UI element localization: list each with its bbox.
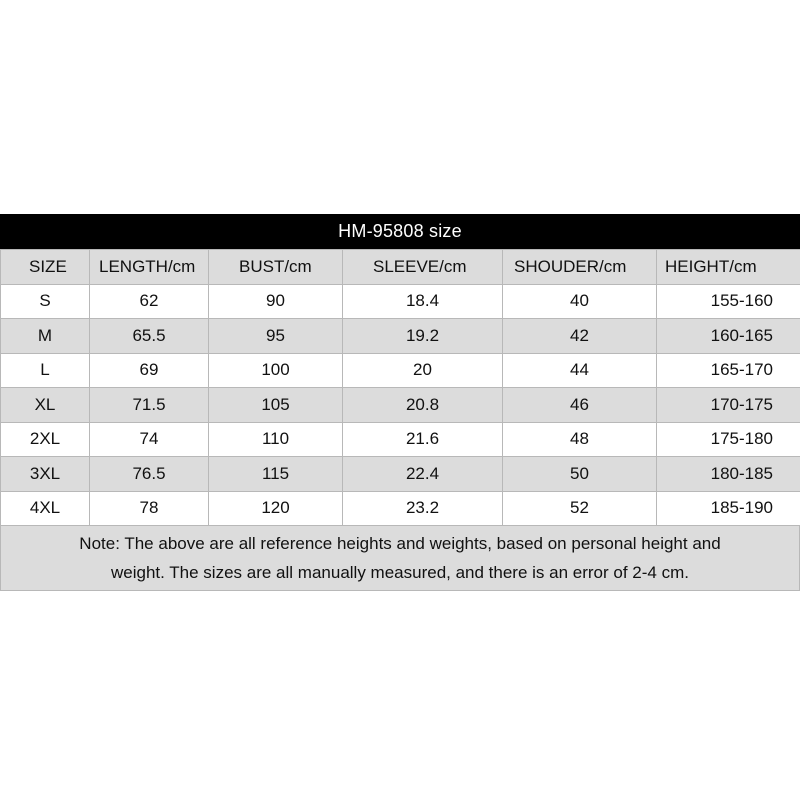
cell-length: 74 (90, 422, 209, 457)
cell-length: 71.5 (90, 388, 209, 423)
cell-sleeve: 23.2 (343, 491, 503, 526)
header-shoulder: SHOUDER/cm (503, 250, 657, 285)
cell-size: L (1, 353, 90, 388)
cell-bust: 120 (209, 491, 343, 526)
size-note (0, 526, 800, 591)
cell-bust: 90 (209, 284, 343, 319)
cell-length: 65.5 (90, 319, 209, 354)
cell-size: 2XL (1, 422, 90, 457)
size-chart (0, 214, 800, 591)
cell-shoulder: 48 (503, 422, 657, 457)
size-table (0, 249, 800, 526)
cell-bust: 110 (209, 422, 343, 457)
cell-bust: 95 (209, 319, 343, 354)
cell-length: 76.5 (90, 457, 209, 492)
cell-size: S (1, 284, 90, 319)
cell-bust: 115 (209, 457, 343, 492)
table-row (1, 319, 800, 354)
cell-height: 175-180 (657, 422, 800, 457)
cell-height: 185-190 (657, 491, 800, 526)
cell-height: 180-185 (657, 457, 800, 492)
cell-sleeve: 20 (343, 353, 503, 388)
cell-height: 170-175 (657, 388, 800, 423)
cell-shoulder: 40 (503, 284, 657, 319)
table-row (1, 422, 800, 457)
table-row (1, 491, 800, 526)
cell-sleeve: 20.8 (343, 388, 503, 423)
cell-shoulder: 50 (503, 457, 657, 492)
table-row (1, 457, 800, 492)
cell-sleeve: 19.2 (343, 319, 503, 354)
cell-shoulder: 46 (503, 388, 657, 423)
cell-height: 155-160 (657, 284, 800, 319)
cell-shoulder: 42 (503, 319, 657, 354)
size-note-line1: Note: The above are all reference heights and weights, based on personal height and (79, 534, 721, 553)
cell-shoulder: 44 (503, 353, 657, 388)
cell-length: 62 (90, 284, 209, 319)
cell-shoulder: 52 (503, 491, 657, 526)
table-row (1, 284, 800, 319)
table-row (1, 388, 800, 423)
header-bust: BUST/cm (209, 250, 343, 285)
cell-sleeve: 18.4 (343, 284, 503, 319)
cell-bust: 100 (209, 353, 343, 388)
cell-height: 160-165 (657, 319, 800, 354)
header-sleeve: SLEEVE/cm (343, 250, 503, 285)
cell-sleeve: 22.4 (343, 457, 503, 492)
size-chart-title: HM-95808 size (0, 214, 800, 249)
cell-bust: 105 (209, 388, 343, 423)
cell-size: 4XL (1, 491, 90, 526)
header-height: HEIGHT/cm (657, 250, 800, 285)
cell-size: XL (1, 388, 90, 423)
cell-size: M (1, 319, 90, 354)
cell-length: 78 (90, 491, 209, 526)
cell-length: 69 (90, 353, 209, 388)
cell-sleeve: 21.6 (343, 422, 503, 457)
cell-size: 3XL (1, 457, 90, 492)
header-length: LENGTH/cm (90, 250, 209, 285)
header-row (1, 250, 800, 285)
cell-height: 165-170 (657, 353, 800, 388)
table-row (1, 353, 800, 388)
size-note-line2: weight. The sizes are all manually measured, and there is an error of 2-4 cm. (111, 563, 689, 582)
header-size: SIZE (1, 250, 90, 285)
